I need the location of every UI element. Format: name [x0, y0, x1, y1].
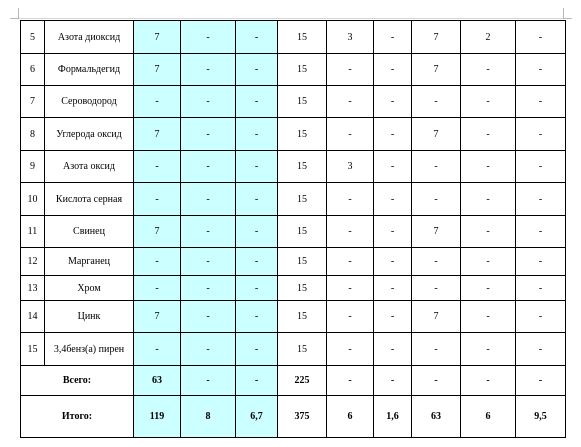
- value-cell: 15: [278, 118, 327, 151]
- row-number: 6: [21, 54, 45, 86]
- value-cell: 7: [134, 301, 181, 333]
- value-cell: -: [134, 86, 181, 118]
- row-number: 7: [21, 86, 45, 118]
- value-cell: -: [181, 301, 236, 333]
- value-cell: 7: [134, 118, 181, 151]
- value-cell: -: [236, 248, 278, 276]
- value-cell: 7: [134, 54, 181, 86]
- value-cell: -: [181, 54, 236, 86]
- value-cell: -: [181, 183, 236, 216]
- value-cell: -: [327, 183, 374, 216]
- value-cell: -: [327, 301, 374, 333]
- substance-name: Формальдегид: [45, 54, 134, 86]
- table-row: [21, 333, 566, 366]
- value-cell: -: [516, 151, 566, 183]
- substance-name: 3,4бенз(а) пирен: [45, 333, 134, 366]
- value-cell: -: [461, 86, 516, 118]
- value-cell: -: [181, 276, 236, 301]
- value-cell: -: [461, 333, 516, 366]
- substance-name: Углерода оксид: [45, 118, 134, 151]
- value-cell: 15: [278, 216, 327, 248]
- total-cell: -: [374, 366, 412, 396]
- row-number: 9: [21, 151, 45, 183]
- value-cell: -: [236, 183, 278, 216]
- value-cell: 7: [412, 118, 461, 151]
- value-cell: -: [134, 276, 181, 301]
- value-cell: -: [236, 86, 278, 118]
- value-cell: -: [236, 216, 278, 248]
- value-cell: -: [236, 333, 278, 366]
- value-cell: -: [516, 301, 566, 333]
- value-cell: -: [374, 151, 412, 183]
- pollutant-table: [20, 20, 566, 438]
- value-cell: 2: [461, 21, 516, 54]
- table-row: [21, 183, 566, 216]
- total-cell: -: [412, 366, 461, 396]
- value-cell: -: [516, 183, 566, 216]
- value-cell: -: [236, 21, 278, 54]
- grand-total-cell: 375: [278, 396, 327, 438]
- value-cell: -: [236, 118, 278, 151]
- value-cell: 15: [278, 276, 327, 301]
- value-cell: -: [327, 248, 374, 276]
- table-row: [21, 118, 566, 151]
- value-cell: 15: [278, 54, 327, 86]
- value-cell: -: [461, 118, 516, 151]
- total-cell: -: [516, 366, 566, 396]
- value-cell: -: [327, 54, 374, 86]
- value-cell: -: [412, 183, 461, 216]
- substance-name: Свинец: [45, 216, 134, 248]
- table-row: [21, 216, 566, 248]
- value-cell: -: [236, 151, 278, 183]
- value-cell: -: [181, 118, 236, 151]
- grand-total-cell: 6: [327, 396, 374, 438]
- value-cell: -: [516, 86, 566, 118]
- value-cell: -: [327, 216, 374, 248]
- table-row: [21, 54, 566, 86]
- table-row: [21, 276, 566, 301]
- total-cell: -: [327, 366, 374, 396]
- table-row: [21, 248, 566, 276]
- value-cell: 15: [278, 333, 327, 366]
- substance-name: Марганец: [45, 248, 134, 276]
- grand-total-cell: 6,7: [236, 396, 278, 438]
- value-cell: -: [236, 276, 278, 301]
- value-cell: -: [374, 248, 412, 276]
- substance-name: Азота оксид: [45, 151, 134, 183]
- table-row: [21, 21, 566, 54]
- value-cell: -: [412, 248, 461, 276]
- table-row: [21, 86, 566, 118]
- substance-name: Азота диоксид: [45, 21, 134, 54]
- value-cell: -: [134, 151, 181, 183]
- value-cell: -: [374, 21, 412, 54]
- substance-name: Хром: [45, 276, 134, 301]
- table-row: [21, 151, 566, 183]
- row-number: 11: [21, 216, 45, 248]
- value-cell: 15: [278, 248, 327, 276]
- total-cell: -: [181, 366, 236, 396]
- value-cell: -: [516, 333, 566, 366]
- value-cell: -: [374, 54, 412, 86]
- value-cell: -: [461, 248, 516, 276]
- table-row: [21, 301, 566, 333]
- grand-total-cell: 8: [181, 396, 236, 438]
- value-cell: -: [461, 216, 516, 248]
- value-cell: -: [374, 301, 412, 333]
- value-cell: -: [516, 21, 566, 54]
- value-cell: 15: [278, 301, 327, 333]
- total-cell: -: [461, 366, 516, 396]
- total-cell: 63: [134, 366, 181, 396]
- total-cell: -: [236, 366, 278, 396]
- value-cell: -: [461, 301, 516, 333]
- row-number: 8: [21, 118, 45, 151]
- row-number: 15: [21, 333, 45, 366]
- page-corner-mark-right: [563, 8, 572, 19]
- page-corner-mark-left: [10, 8, 19, 19]
- grand-total-cell: 1,6: [374, 396, 412, 438]
- value-cell: 15: [278, 151, 327, 183]
- value-cell: -: [181, 216, 236, 248]
- substance-name: Кислота серная: [45, 183, 134, 216]
- value-cell: 3: [327, 151, 374, 183]
- value-cell: 15: [278, 21, 327, 54]
- table-row-vsego: [21, 366, 566, 396]
- value-cell: -: [134, 333, 181, 366]
- value-cell: -: [327, 333, 374, 366]
- value-cell: -: [181, 333, 236, 366]
- value-cell: -: [374, 183, 412, 216]
- value-cell: -: [374, 333, 412, 366]
- value-cell: -: [412, 276, 461, 301]
- value-cell: 15: [278, 183, 327, 216]
- value-cell: -: [181, 86, 236, 118]
- value-cell: -: [516, 276, 566, 301]
- grand-total-label: Итого:: [21, 396, 134, 438]
- total-cell: 225: [278, 366, 327, 396]
- value-cell: -: [516, 216, 566, 248]
- grand-total-cell: 9,5: [516, 396, 566, 438]
- value-cell: -: [374, 86, 412, 118]
- value-cell: 7: [412, 21, 461, 54]
- grand-total-cell: 119: [134, 396, 181, 438]
- value-cell: -: [181, 21, 236, 54]
- row-number: 5: [21, 21, 45, 54]
- table-row-itogo: [21, 396, 566, 438]
- value-cell: -: [327, 86, 374, 118]
- total-label: Всего:: [21, 366, 134, 396]
- value-cell: 15: [278, 86, 327, 118]
- value-cell: -: [134, 248, 181, 276]
- substance-name: Цинк: [45, 301, 134, 333]
- row-number: 13: [21, 276, 45, 301]
- value-cell: -: [374, 216, 412, 248]
- value-cell: -: [374, 118, 412, 151]
- value-cell: -: [412, 151, 461, 183]
- value-cell: 7: [134, 216, 181, 248]
- value-cell: -: [516, 248, 566, 276]
- value-cell: -: [181, 151, 236, 183]
- value-cell: -: [236, 301, 278, 333]
- value-cell: -: [374, 276, 412, 301]
- value-cell: -: [134, 183, 181, 216]
- page-top-guide: [19, 18, 563, 19]
- substance-name: Сероводород: [45, 86, 134, 118]
- row-number: 14: [21, 301, 45, 333]
- value-cell: -: [236, 54, 278, 86]
- value-cell: -: [461, 151, 516, 183]
- value-cell: 7: [134, 21, 181, 54]
- value-cell: -: [516, 118, 566, 151]
- grand-total-cell: 63: [412, 396, 461, 438]
- row-number: 12: [21, 248, 45, 276]
- value-cell: -: [327, 276, 374, 301]
- row-number: 10: [21, 183, 45, 216]
- grand-total-cell: 6: [461, 396, 516, 438]
- value-cell: 7: [412, 54, 461, 86]
- value-cell: -: [516, 54, 566, 86]
- value-cell: -: [412, 333, 461, 366]
- value-cell: -: [461, 183, 516, 216]
- value-cell: -: [412, 86, 461, 118]
- value-cell: -: [461, 276, 516, 301]
- value-cell: -: [181, 248, 236, 276]
- value-cell: 7: [412, 301, 461, 333]
- value-cell: -: [461, 54, 516, 86]
- value-cell: -: [327, 118, 374, 151]
- value-cell: 3: [327, 21, 374, 54]
- value-cell: 7: [412, 216, 461, 248]
